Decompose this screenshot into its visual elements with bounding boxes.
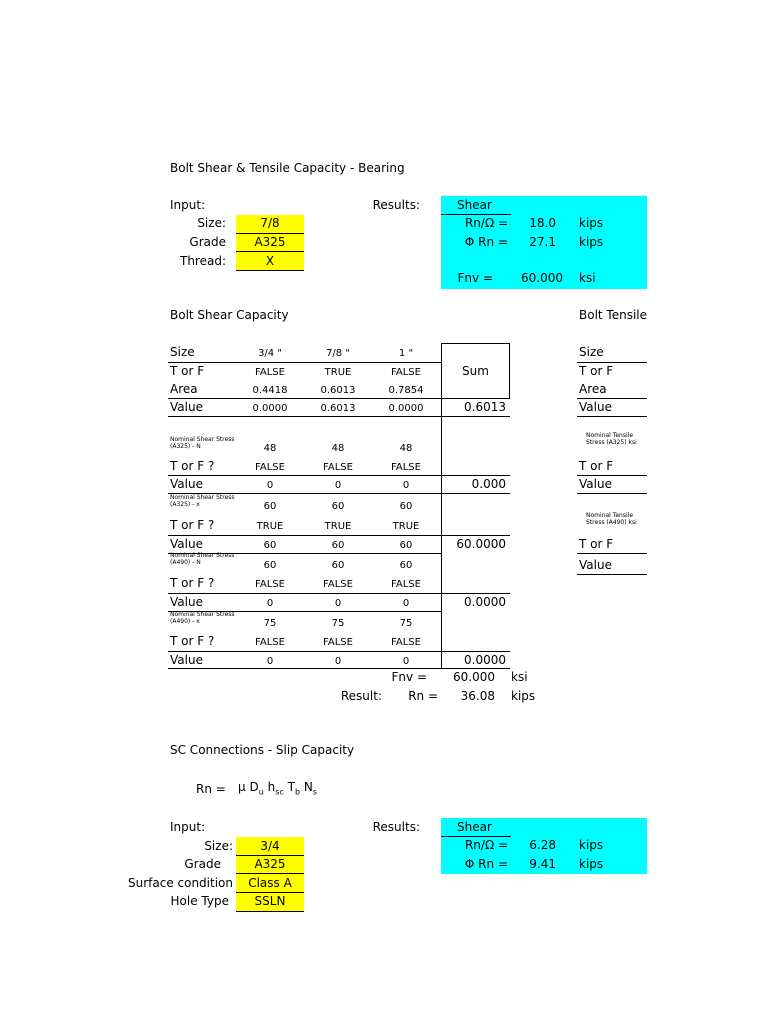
shear-heading: Shear [457, 198, 492, 212]
group-val: 60 [331, 501, 345, 512]
tensile-note-a325: Nominal Tensile Stress (A325) ksi [586, 432, 637, 446]
fnv-unit: ksi [579, 271, 596, 285]
results-label: Results: [372, 198, 420, 212]
fnv-value: 60.000 [521, 271, 563, 285]
group-tf-label: T or F ? [170, 518, 215, 532]
group-value: 0 [402, 598, 410, 609]
slip-size-label: Size: [204, 839, 233, 853]
slip-grade-label: Grade [184, 857, 221, 871]
group-tf: FALSE [255, 462, 285, 473]
group-sum: 60.0000 [456, 537, 506, 551]
shear-fnv-value: 60.000 [453, 670, 495, 684]
area-cell: 0.6013 [320, 385, 356, 396]
input-label: Input: [170, 198, 206, 212]
tensile-row-tf: T or F [579, 364, 614, 378]
result-label: Result: [340, 689, 382, 703]
group-value-label: Value [170, 477, 203, 491]
group-note: Nominal Shear Stress (A325) - x [170, 494, 235, 508]
group-value-label: Value [170, 653, 203, 667]
group-tf: FALSE [391, 637, 421, 648]
rn-omega-unit: kips [579, 216, 604, 230]
slip-rn-omega-unit: kips [579, 838, 604, 852]
group-sum: 0.0000 [464, 595, 506, 609]
slip-size-input[interactable]: 3/4 [260, 839, 280, 853]
grade-input[interactable]: A325 [254, 235, 286, 249]
size-label: Size: [197, 216, 226, 230]
phi-rn-value: 27.1 [529, 235, 556, 249]
group-value: 0 [334, 656, 342, 667]
area-cell: 0.7854 [388, 385, 424, 396]
rn-omega-value: 18.0 [529, 216, 556, 230]
group-value: 0 [334, 480, 342, 491]
group-value: 60 [263, 540, 277, 551]
group-tf: FALSE [323, 462, 353, 473]
group-sum: 0.000 [471, 477, 506, 491]
value-sum: 0.6013 [464, 400, 506, 414]
value-cell: 0.0000 [252, 403, 288, 414]
shear-fnv-unit: ksi [511, 670, 528, 684]
result-rn-value: 36.08 [460, 689, 495, 703]
col-3-4: 3/4 " [258, 348, 282, 359]
hole-type-label: Hole Type [170, 894, 229, 908]
slip-phi-rn-label: Φ Rn = [464, 857, 508, 871]
rn-omega-label: Rn/Ω = [464, 216, 508, 230]
surface-label: Surface condition [127, 876, 233, 890]
col-1: 1 " [398, 348, 414, 359]
result-rn-unit: kips [511, 689, 536, 703]
tensile-note-a490: Nominal Tensile Stress (A490) ksi [586, 512, 637, 526]
row-tf-label: T or F [170, 364, 205, 378]
col-7-8: 7/8 " [326, 348, 350, 359]
phi-rn-unit: kips [579, 235, 604, 249]
phi-rn-label: Φ Rn = [464, 235, 508, 249]
row-size-label: Size [170, 345, 195, 359]
row-value-label: Value [170, 400, 203, 414]
group-tf: FALSE [323, 579, 353, 590]
surface-input[interactable]: Class A [248, 876, 292, 890]
group-note: Nominal Shear Stress (A490) - x [170, 611, 235, 625]
group-note: Nominal Shear Stress (A490) - N [170, 552, 235, 566]
group-val: 75 [399, 618, 413, 629]
slip-shear-heading: Shear [457, 820, 492, 834]
slip-input-label: Input: [170, 820, 206, 834]
group-value: 60 [331, 540, 345, 551]
tensile-row-area: Area [579, 382, 607, 396]
group-val: 60 [263, 501, 277, 512]
group-tf: TRUE [256, 521, 284, 532]
group-value: 0 [266, 598, 274, 609]
group-tf: FALSE [255, 637, 285, 648]
formula-lhs: Rn = [196, 782, 226, 796]
group-val: 60 [399, 501, 413, 512]
group-val: 48 [399, 443, 413, 454]
group-value: 0 [402, 480, 410, 491]
group-value-label: Value [170, 595, 203, 609]
group-value: 60 [399, 540, 413, 551]
fnv-label: Fnv = [457, 271, 493, 285]
formula: μ $D_u$ $h_{sc}$ $T_b$ $N_s$ [238, 780, 317, 797]
group-tf: FALSE [255, 579, 285, 590]
slip-results-label: Results: [372, 820, 420, 834]
group-tf: FALSE [391, 579, 421, 590]
shear-title: Bolt Shear Capacity [170, 308, 289, 322]
group-val: 48 [263, 443, 277, 454]
tensile-value-1: Value [579, 477, 612, 491]
group-tf-label: T or F ? [170, 576, 215, 590]
slip-rn-omega-label: Rn/Ω = [464, 838, 508, 852]
tensile-row-value: Value [579, 400, 612, 414]
group-val: 60 [399, 560, 413, 571]
grade-label: Grade [189, 235, 226, 249]
hole-type-input[interactable]: SSLN [254, 894, 286, 908]
slip-phi-rn-unit: kips [579, 857, 604, 871]
thread-label: Thread: [179, 254, 226, 268]
group-val: 60 [263, 560, 277, 571]
tensile-tf-2: T or F [579, 537, 614, 551]
tensile-row-size: Size [579, 345, 604, 359]
group-tf: TRUE [392, 521, 420, 532]
slip-grade-input[interactable]: A325 [254, 857, 286, 871]
group-val: 75 [263, 618, 277, 629]
group-tf-label: T or F ? [170, 634, 215, 648]
result-rn-label: Rn = [408, 689, 438, 703]
tensile-value-2: Value [579, 558, 612, 572]
shear-fnv-label: Fnv = [391, 670, 427, 684]
group-tf: FALSE [323, 637, 353, 648]
slip-rn-omega-value: 6.28 [529, 838, 556, 852]
group-tf: TRUE [324, 521, 352, 532]
tensile-tf-1: T or F [579, 459, 614, 473]
group-val: 60 [331, 560, 345, 571]
group-note: Nominal Shear Stress (A325) - N [170, 436, 235, 450]
group-value: 0 [334, 598, 342, 609]
tf-cell: FALSE [255, 367, 285, 378]
tf-cell: FALSE [391, 367, 421, 378]
group-value: 0 [402, 656, 410, 667]
group-val: 75 [331, 618, 345, 629]
group-sum: 0.0000 [464, 653, 506, 667]
bearing-title: Bolt Shear & Tensile Capacity - Bearing [170, 161, 405, 175]
value-cell: 0.0000 [388, 403, 424, 414]
tf-cell: TRUE [324, 367, 352, 378]
group-tf-label: T or F ? [170, 459, 215, 473]
slip-phi-rn-value: 9.41 [529, 857, 556, 871]
group-tf: FALSE [391, 462, 421, 473]
slip-title: SC Connections - Slip Capacity [170, 743, 355, 757]
row-area-label: Area [170, 382, 198, 396]
value-cell: 0.6013 [320, 403, 356, 414]
tensile-title: Bolt Tensile [579, 308, 648, 322]
group-val: 48 [331, 443, 345, 454]
area-cell: 0.4418 [252, 385, 288, 396]
group-value: 0 [266, 480, 274, 491]
group-value-label: Value [170, 537, 203, 551]
thread-input[interactable]: X [265, 254, 275, 268]
group-value: 0 [266, 656, 274, 667]
size-input[interactable]: 7/8 [260, 216, 280, 230]
sum-label: Sum [462, 364, 489, 378]
